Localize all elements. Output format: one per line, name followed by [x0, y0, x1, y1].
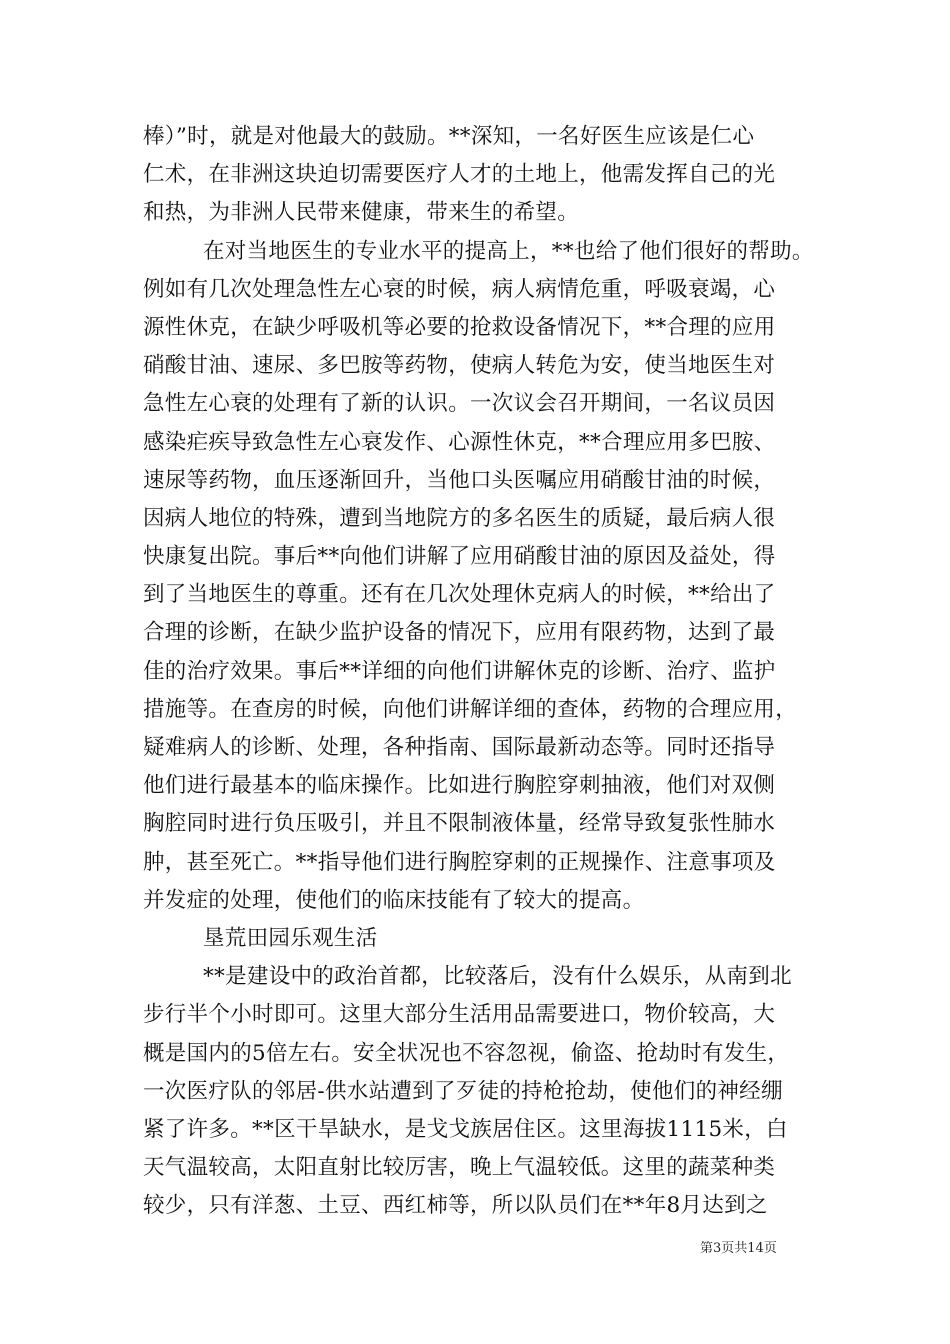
- text-line: 较少，只有洋葱、土豆、西红柿等，所以队员们在**年8月达到之: [143, 1193, 768, 1219]
- text-line: 硝酸甘油、速尿、多巴胺等药物，使病人转危为安，使当地医生对: [143, 353, 776, 379]
- text-line: 合理的诊断，在缺少监护设备的情况下，应用有限药物，达到了最: [143, 620, 776, 646]
- text-line: 和热，为非洲人民带来健康，带来生的希望。: [143, 200, 580, 226]
- text-line: 疑难病人的诊断、处理，各种指南、国际最新动态等。同时还指导: [143, 735, 776, 760]
- text-line: 仁术，在非洲这块迫切需要医疗人才的土地上，他需发挥自己的光: [143, 162, 776, 188]
- text-line: 因病人地位的特殊，遭到当地院方的多名医生的质疑，最后病人很: [143, 505, 776, 531]
- text-line: 并发症的处理，使他们的临床技能有了较大的提高。: [143, 887, 645, 913]
- text-line: 步行半个小时即可。这里大部分生活用品需要进口，物价较高，大: [143, 1002, 776, 1028]
- section-heading: 垦荒田园乐观生活: [203, 925, 378, 951]
- text-line: 到了当地医生的尊重。还有在几次处理休克病人的时候，**给出了: [143, 582, 776, 608]
- text-line: 一次医疗队的邻居-供水站遭到了歹徒的持枪抢劫，使他们的神经绷: [143, 1078, 783, 1104]
- text-line: 他们进行最基本的临床操作。比如进行胸腔穿刺抽液，他们对双侧: [143, 773, 776, 799]
- paragraph-start-line: 在对当地医生的专业水平的提高上，**也给了他们很好的帮助。: [203, 238, 814, 264]
- text-line: 天气温较高，太阳直射比较厉害，晚上气温较低。这里的蔬菜种类: [143, 1155, 776, 1181]
- text-line: 急性左心衰的处理有了新的认识。一次议会召开期间，一名议员因: [143, 391, 776, 417]
- text-line: 例如有几次处理急性左心衰的时候，病人病情危重，呼吸衰竭，心: [143, 276, 776, 302]
- text-line: 速尿等药物，血压逐渐回升，当他口头医嘱应用硝酸甘油的时候，: [143, 467, 776, 493]
- text-line: 棒）”时，就是对他最大的鼓励。**深知，一名好医生应该是仁心: [143, 124, 755, 149]
- text-line: 胸腔同时进行负压吸引，并且不限制液体量，经常导致复张性肺水: [143, 811, 776, 837]
- text-line: 概是国内的5倍左右。安全状况也不容忽视，偷盗、抢劫时有发生，: [143, 1040, 790, 1066]
- text-line: 快康复出院。事后**向他们讲解了应用硝酸甘油的原因及益处，得: [143, 544, 776, 570]
- text-line: 措施等。在查房的时候，向他们讲解详细的查体，药物的合理应用，: [143, 696, 798, 722]
- text-line: 佳的治疗效果。事后**详细的向他们讲解休克的诊断、治疗、监护: [143, 658, 776, 684]
- paragraph-start-line: **是建设中的政治首都，比较落后，没有什么娱乐，从南到北: [203, 964, 792, 990]
- text-line: 肿，甚至死亡。**指导他们进行胸腔穿刺的正规操作、注意事项及: [143, 849, 776, 875]
- page-number: 第3页共14页: [700, 1241, 777, 1256]
- document-body: [143, 118, 813, 1225]
- text-line: 紧了许多。**区干旱缺水，是戈戈族居住区。这里海拔1115米，白: [143, 1116, 788, 1142]
- text-line: 感染疟疾导致急性左心衰发作、心源性休克，**合理应用多巴胺、: [143, 429, 776, 455]
- text-line: 源性休克，在缺少呼吸机等必要的抢救设备情况下，**合理的应用: [143, 314, 776, 340]
